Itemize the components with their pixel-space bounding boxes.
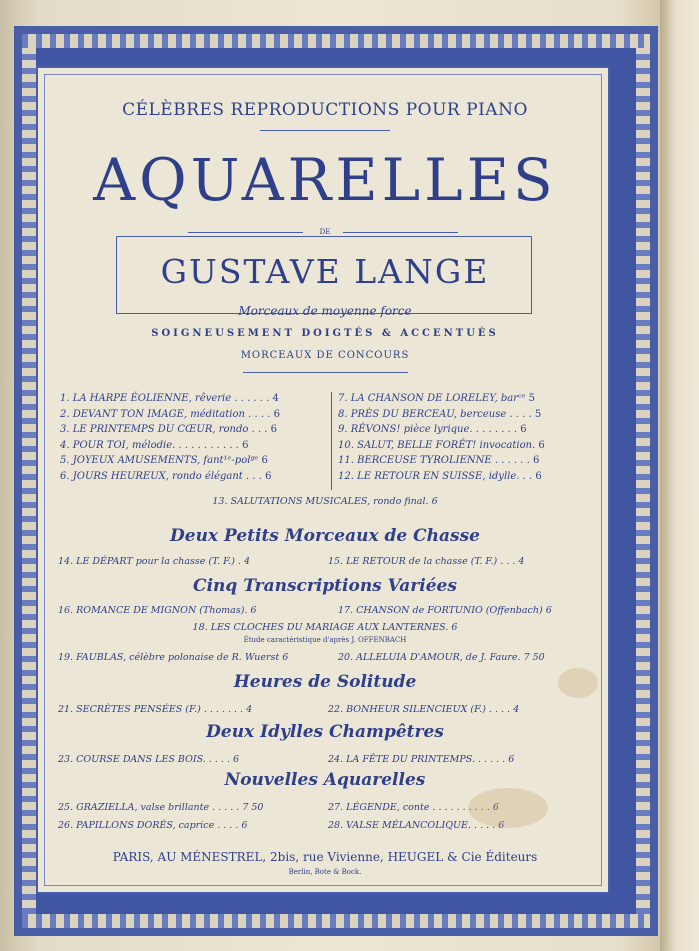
list-item: 26. PAPILLONS DORÉS, caprice . . . . 6 bbox=[58, 820, 248, 831]
list-item: 14. LE DÉPART pour la chasse (T. F.) . 4 bbox=[58, 556, 251, 567]
title-panel bbox=[36, 66, 610, 894]
item-note: Étude caractéristique d'après J. OFFENBACH bbox=[243, 636, 407, 644]
list-item: 11. BERCEUSE TYROLIENNE . . . . . . 6 bbox=[338, 455, 540, 466]
list-item: 1. LA HARPE ÉOLIENNE, rêverie . . . . . . 4 bbox=[60, 393, 279, 404]
list-left bbox=[60, 391, 330, 484]
list-item: 20. ALLELUIA D'AMOUR, de J. Faure. 7 50 bbox=[338, 652, 545, 663]
list-item: 6. JOURS HEUREUX, rondo élégant . . . 6 bbox=[60, 470, 272, 482]
list-right bbox=[338, 391, 600, 484]
list-item: 15. LE RETOUR de la chasse (T. F.) . . . 4 bbox=[328, 556, 525, 567]
list-item: 21. SECRÈTES PENSÉES (F.) . . . . . . . 4 bbox=[58, 704, 253, 715]
de-label: DE bbox=[319, 228, 331, 236]
paper-stain bbox=[468, 788, 548, 828]
list-item: 25. GRAZIELLA, valse brillante . . . . . 7 50 bbox=[58, 802, 264, 813]
divider-right bbox=[343, 232, 458, 233]
divider-left bbox=[188, 232, 303, 233]
list-item: 16. ROMANCE DE MIGNON (Thomas). 6 bbox=[58, 605, 257, 616]
list-item: 23. COURSE DANS LES BOIS. . . . . 6 bbox=[58, 754, 240, 765]
list-item: 12. LE RETOUR EN SUISSE, idylle. . . 6 bbox=[338, 470, 542, 482]
list-item: 22. BONHEUR SILENCIEUX (F.) . . . . 4 bbox=[328, 704, 520, 715]
list-item: 7. LA CHANSON DE LORELEY, barᶜᵉ 5 bbox=[338, 393, 535, 404]
list-item: 17. CHANSON de FORTUNIO (Offenbach) 6 bbox=[338, 605, 552, 616]
list-item-13: 13. SALUTATIONS MUSICALES, rondo final. 6 bbox=[212, 496, 438, 507]
section-heading-solitude: Heures de Solitude bbox=[233, 672, 417, 692]
publisher-line: PARIS, AU MÉNESTREL, 2bis, rue Vivienne, HEUGEL & Cie Éditeurs bbox=[112, 850, 538, 864]
subtitle: Morceaux de moyenne force bbox=[238, 304, 412, 318]
list-item: 24. LA FÊTE DU PRINTEMPS. . . . . . 6 bbox=[328, 754, 515, 765]
fingering-note: SOIGNEUSEMENT DOIGTÉS & ACCENTUÉS bbox=[151, 328, 499, 339]
list-item: 18. LES CLOCHES DU MARIAGE AUX LANTERNES. 6 bbox=[192, 622, 458, 633]
column-divider bbox=[331, 392, 332, 490]
series-title: CÉLÈBRES REPRODUCTIONS POUR PIANO bbox=[122, 100, 528, 120]
list-item: 10. SALUT, BELLE FORÊT! invocation. 6 bbox=[338, 439, 545, 451]
list-item: 3. LE PRINTEMPS DU CŒUR, rondo . . . 6 bbox=[60, 424, 278, 435]
list-item: 19. FAUBLAS, célèbre polonaise de R. Wuerst 6 bbox=[58, 652, 289, 663]
divider bbox=[243, 372, 408, 373]
main-title: AQUARELLES bbox=[93, 146, 557, 214]
paper-stain bbox=[558, 668, 598, 698]
list-item: 28. VALSE MÉLANCOLIQUE. . . . . 6 bbox=[328, 820, 505, 831]
list-item: 5. JOYEUX AMUSEMENTS, fant¹ᵉ-polᵍᵉ 6 bbox=[60, 455, 268, 466]
list-item: 8. PRÈS DU BERCEAU, berceuse . . . . 5 bbox=[338, 408, 542, 420]
composer-name: GUSTAVE LANGE bbox=[160, 252, 490, 291]
adjacent-page-edge bbox=[660, 0, 699, 951]
divider bbox=[260, 130, 390, 131]
publisher-cities: Berlin, Bote & Bock. bbox=[288, 868, 362, 876]
list-item: 27. LÉGENDE, conte . . . . . . . . . . 6 bbox=[328, 802, 499, 813]
section-heading-transcriptions: Cinq Transcriptions Variées bbox=[193, 576, 457, 596]
section-heading-idylles: Deux Idylles Champêtres bbox=[206, 722, 444, 742]
list-item: 9. RÊVONS! pièce lyrique. . . . . . . . 6 bbox=[338, 424, 527, 435]
concours-note: MORCEAUX DE CONCOURS bbox=[240, 350, 410, 361]
section-heading-nouvelles: Nouvelles Aquarelles bbox=[224, 770, 426, 790]
list-item: 4. POUR TOI, mélodie. . . . . . . . . . . 6 bbox=[60, 439, 249, 451]
section-heading-chasse: Deux Petits Morceaux de Chasse bbox=[170, 526, 480, 546]
list-item: 2. DEVANT TON IMAGE, méditation . . . . 6 bbox=[60, 408, 280, 420]
